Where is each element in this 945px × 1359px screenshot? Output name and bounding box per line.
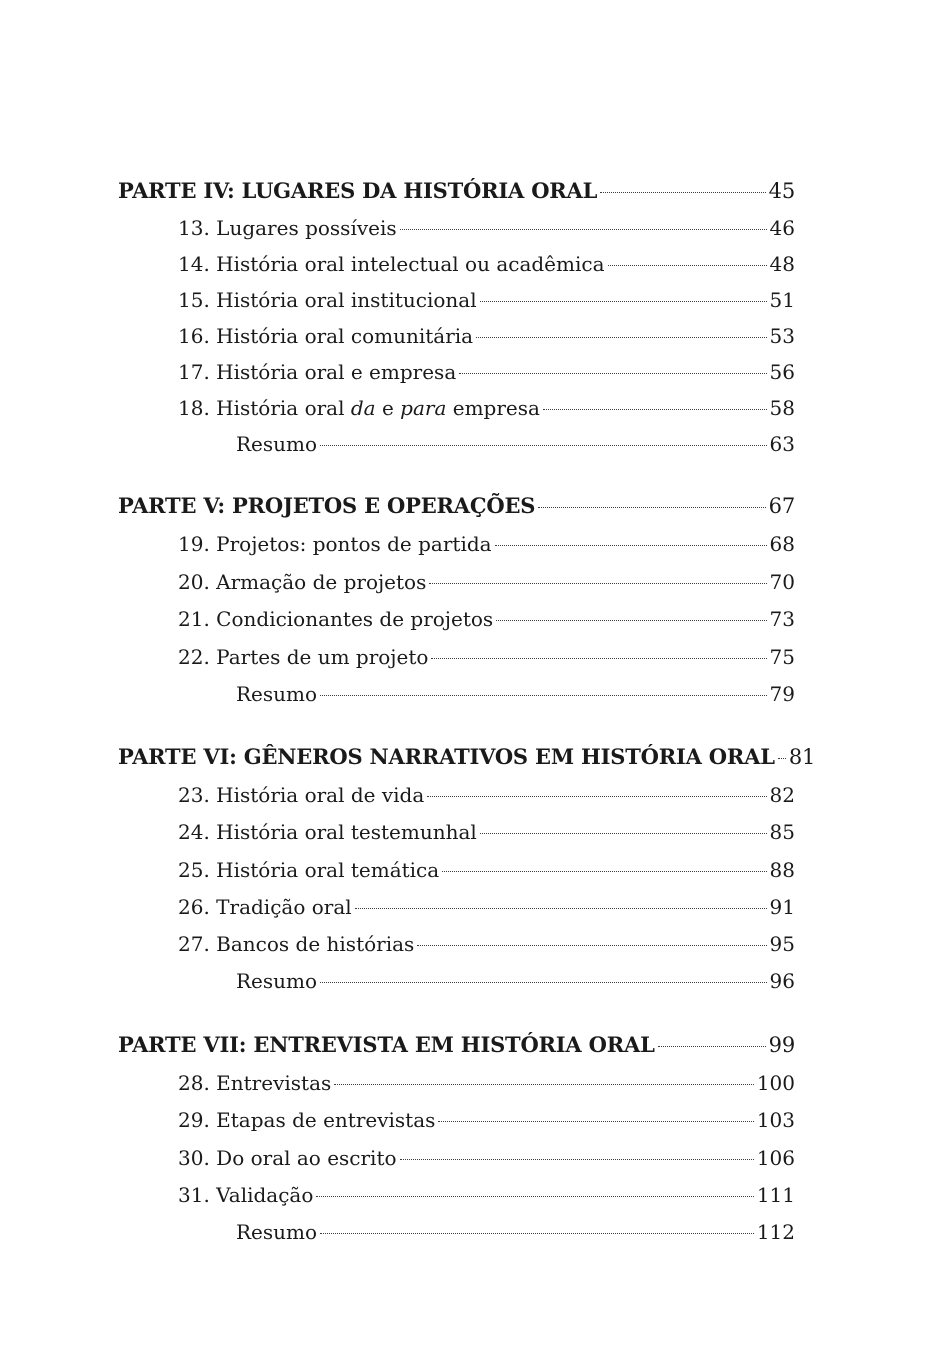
dot-leader <box>320 695 767 696</box>
toc-chapter-entry <box>178 892 795 922</box>
summary-title: Resumo <box>236 682 318 706</box>
page-number: 112 <box>756 1220 795 1244</box>
toc-summary-entry <box>236 966 795 996</box>
dot-leader <box>417 945 766 946</box>
dot-leader <box>320 445 767 446</box>
chapter-title: 19. Projetos: pontos de partida <box>178 532 492 556</box>
page-number: 85 <box>769 820 795 844</box>
page-number: 91 <box>769 895 795 919</box>
part-title: PARTE VII: ENTREVISTA EM HISTÓRIA ORAL <box>118 1032 655 1057</box>
part-title: PARTE V: PROJETOS E OPERAÇÕES <box>118 493 536 518</box>
chapter-title: 22. Partes de um projeto <box>178 645 429 669</box>
page-number: 58 <box>769 396 795 420</box>
page-number: 100 <box>756 1071 795 1095</box>
toc-chapter-entry <box>178 285 795 315</box>
toc-chapter-entry <box>178 357 795 387</box>
toc-chapter-entry <box>178 1143 795 1173</box>
dot-leader <box>538 507 765 508</box>
dot-leader <box>496 620 766 621</box>
chapter-title-part: e <box>375 396 401 420</box>
chapter-title: 26. Tradição oral <box>178 895 352 919</box>
toc-chapter-entry <box>178 1105 795 1135</box>
dot-leader <box>459 373 766 374</box>
chapter-title <box>178 393 540 423</box>
toc-chapter-entry <box>178 567 795 597</box>
dot-leader <box>316 1196 753 1197</box>
toc-chapter-entry <box>178 855 795 885</box>
summary-title: Resumo <box>236 432 318 456</box>
toc-summary-entry <box>236 429 795 459</box>
chapter-title: 31. Validação <box>178 1183 314 1207</box>
chapter-title: 16. História oral comunitária <box>178 324 474 348</box>
page-number: 95 <box>769 932 795 956</box>
dot-leader <box>480 301 767 302</box>
page-number: 96 <box>769 969 795 993</box>
page-number: 73 <box>769 607 795 631</box>
page-number: 45 <box>768 179 795 203</box>
dot-leader <box>476 337 766 338</box>
chapter-title: 25. História oral temática <box>178 858 440 882</box>
part-title: PARTE VI: GÊNEROS NARRATIVOS EM HISTÓRIA ORAL <box>118 744 775 769</box>
page-number: 103 <box>756 1108 795 1132</box>
toc-part-heading <box>118 742 816 772</box>
toc-part-heading <box>118 491 795 521</box>
page-number: 111 <box>756 1183 795 1207</box>
page-number: 106 <box>756 1146 795 1170</box>
dot-leader <box>778 758 786 759</box>
dot-leader <box>438 1121 753 1122</box>
toc-part-heading <box>118 1030 795 1060</box>
summary-title: Resumo <box>236 969 318 993</box>
chapter-title: 13. Lugares possíveis <box>178 216 397 240</box>
chapter-title: 28. Entrevistas <box>178 1071 332 1095</box>
toc-chapter-entry <box>178 1180 795 1210</box>
toc-chapter-entry <box>178 321 795 351</box>
toc-chapter-entry <box>178 1068 795 1098</box>
page-number: 70 <box>769 570 795 594</box>
dot-leader <box>429 583 766 584</box>
dot-leader <box>442 871 766 872</box>
chapter-title-part: 18. História oral <box>178 396 351 420</box>
toc-chapter-entry <box>178 780 795 810</box>
toc-summary-entry <box>236 1217 795 1247</box>
toc-part-heading <box>118 176 795 206</box>
page-number: 79 <box>769 682 795 706</box>
dot-leader <box>431 658 766 659</box>
dot-leader <box>608 265 767 266</box>
dot-leader <box>480 833 767 834</box>
toc-chapter-entry <box>178 213 795 243</box>
dot-leader <box>320 982 767 983</box>
page-number: 48 <box>769 252 795 276</box>
page-number: 81 <box>788 745 816 769</box>
chapter-title-italic: para <box>400 396 447 420</box>
page-number: 88 <box>769 858 795 882</box>
dot-leader <box>495 545 767 546</box>
page-number: 75 <box>769 645 795 669</box>
dot-leader <box>427 796 766 797</box>
dot-leader <box>400 1159 754 1160</box>
chapter-title: 15. História oral institucional <box>178 288 477 312</box>
toc-chapter-entry <box>178 817 795 847</box>
toc-summary-entry <box>236 679 795 709</box>
chapter-title: 27. Bancos de histórias <box>178 932 415 956</box>
page-number: 99 <box>768 1033 795 1057</box>
chapter-title: 29. Etapas de entrevistas <box>178 1108 436 1132</box>
page-number: 46 <box>769 216 795 240</box>
chapter-title-italic: da <box>350 396 376 420</box>
toc-chapter-entry <box>178 393 795 423</box>
chapter-title: 30. Do oral ao escrito <box>178 1146 397 1170</box>
chapter-title-part: empresa <box>446 396 540 420</box>
page-number: 53 <box>769 324 795 348</box>
dot-leader <box>658 1046 766 1047</box>
dot-leader <box>334 1084 754 1085</box>
page-number: 67 <box>768 494 795 518</box>
page-number: 68 <box>769 532 795 556</box>
dot-leader <box>355 908 767 909</box>
chapter-title: 17. História oral e empresa <box>178 360 457 384</box>
toc-chapter-entry <box>178 249 795 279</box>
chapter-title: 23. História oral de vida <box>178 783 425 807</box>
toc-chapter-entry <box>178 642 795 672</box>
toc-chapter-entry <box>178 604 795 634</box>
chapter-title: 20. Armação de projetos <box>178 570 427 594</box>
page-number: 56 <box>769 360 795 384</box>
chapter-title: 24. História oral testemunhal <box>178 820 477 844</box>
toc-chapter-entry <box>178 529 795 559</box>
dot-leader <box>600 192 765 193</box>
part-title: PARTE IV: LUGARES DA HISTÓRIA ORAL <box>118 178 598 203</box>
chapter-title: 21. Condicionantes de projetos <box>178 607 494 631</box>
dot-leader <box>320 1233 754 1234</box>
dot-leader <box>400 229 767 230</box>
page-number: 63 <box>769 432 795 456</box>
dot-leader <box>543 409 767 410</box>
chapter-title: 14. História oral intelectual ou acadêmica <box>178 252 605 276</box>
toc-chapter-entry <box>178 929 795 959</box>
page-number: 51 <box>769 288 795 312</box>
summary-title: Resumo <box>236 1220 318 1244</box>
page-number: 82 <box>769 783 795 807</box>
